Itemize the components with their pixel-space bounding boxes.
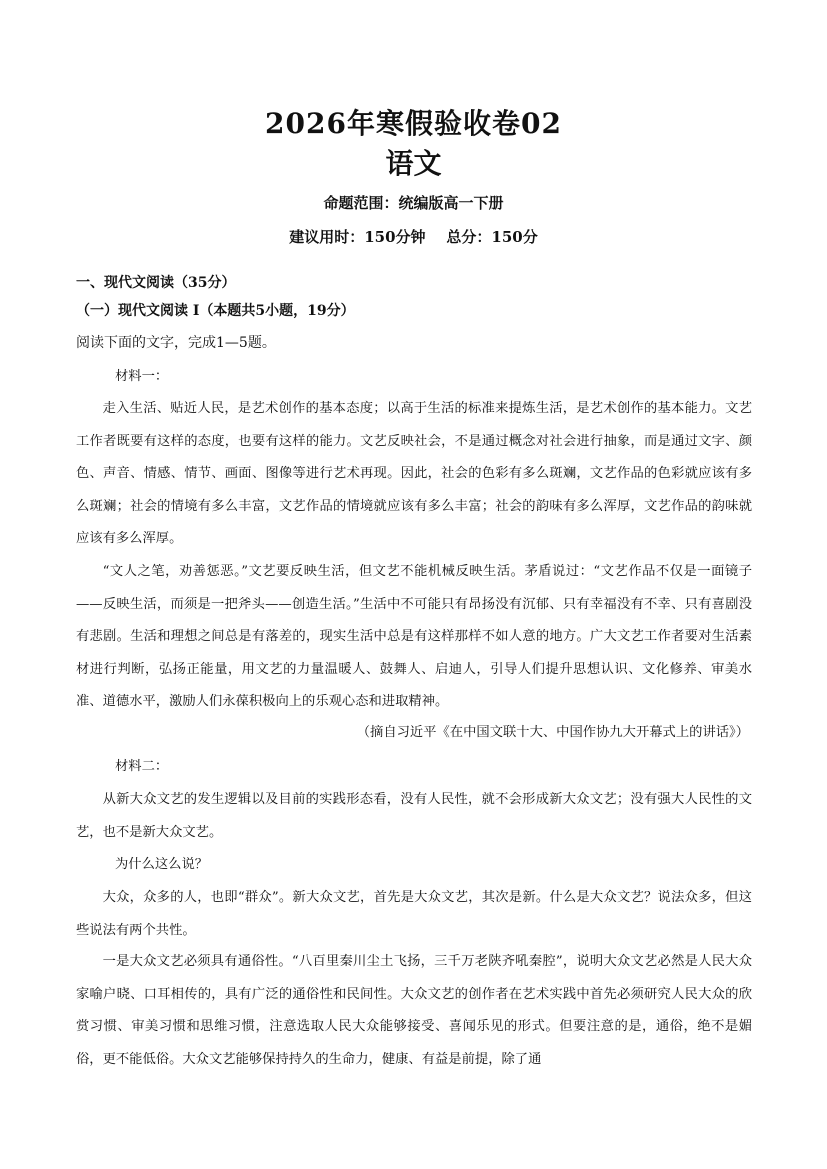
material1-paragraph: “文人之笔，劝善惩恶。”文艺要反映生活，但文艺不能机械反映生活。茅盾说过：“文艺作品不仅是一面镜子——反映生活，而须是一把斧头——创造生活。”生活中不可能只有昂扬没有沉郁、只有幸福没有不幸、只有喜剧没有悲剧。生活和理想之间总是有落差的，现实生活中总是有这样那样不如人意的地方。广大文艺工作者要对生活素材进行判断，弘扬正能量，用文艺的力量温暖人、鼓舞人、启迪人，引导人们提升思想认识、文化修养、审美水准、道德水平，激励人们永葆积极向上的乐观心态和进取精神。 <box>76 564 752 709</box>
exam-time-info: 建议用时：150分钟 总分：150分 <box>289 228 538 246</box>
material2-body-1 <box>76 784 752 849</box>
material1-body-2 <box>76 556 752 719</box>
material1-body <box>76 393 752 556</box>
material2-label: 材料二： <box>115 759 169 774</box>
material1-citation: （摘自习近平《在中国文联十大、中国作协九大开幕式上的讲话》） <box>356 725 749 740</box>
material2-paragraph: 一是大众文艺必须具有通俗性。“八百里秦川尘土飞扬，三千万老陕齐吼秦腔”，说明大众文艺必然是人民大众家喻户晓、口耳相传的，具有广泛的通俗性和民间性。大众文艺的创作者在艺术实践中首先必须研究人民大众的欣赏习惯、审美习惯和思维习惯，注意选取人民大众能够接受、喜闻乐见的形式。但要注意的是，通俗，绝不是媚俗，更不能低俗。大众文艺能够保持持久的生命力，健康、有益是前提，除了通 <box>76 954 752 1067</box>
material1-label: 材料一： <box>115 369 169 384</box>
material2-paragraph: 从新大众文艺的发生逻辑以及目前的实践形态看，没有人民性，就不会形成新大众文艺；没有强大人民性的文艺，也不是新大众文艺。 <box>76 792 752 840</box>
exam-title: 2026年寒假验收卷02 <box>265 107 562 140</box>
reading-instruction: 阅读下面的文字，完成1—5题。 <box>76 335 276 351</box>
material2-paragraph: 大众，众多的人，也即“群众”。新大众文艺，首先是大众文艺，其次是新。什么是大众文艺？说法众多，但这些说法有两个共性。 <box>76 890 752 938</box>
section-heading: 一、现代文阅读（35分） <box>76 275 236 291</box>
material2-body-3 <box>76 946 752 1076</box>
material1-paragraph: 走入生活、贴近人民，是艺术创作的基本态度；以高于生活的标准来提炼生活，是艺术创作的基本能力。文艺工作者既要有这样的态度，也要有这样的能力。文艺反映社会，不是通过概念对社会进行抽象，而是通过文字、颜色、声音、情感、情节、画面、图像等进行艺术再现。因此，社会的色彩有多么斑斓，文艺作品的色彩就应该有多么斑斓；社会的情境有多么丰富，文艺作品的情境就应该有多么丰富；社会的韵味有多么浑厚，文艺作品的韵味就应该有多么浑厚。 <box>76 401 752 546</box>
exam-scope: 命题范围：统编版高一下册 <box>323 194 504 212</box>
material2-body-2 <box>76 882 752 947</box>
material2-question: 为什么这么说？ <box>115 857 209 872</box>
subsection-heading: （一）现代文阅读 I（本题共5小题，19分） <box>76 303 355 319</box>
exam-subject: 语文 <box>385 147 442 180</box>
